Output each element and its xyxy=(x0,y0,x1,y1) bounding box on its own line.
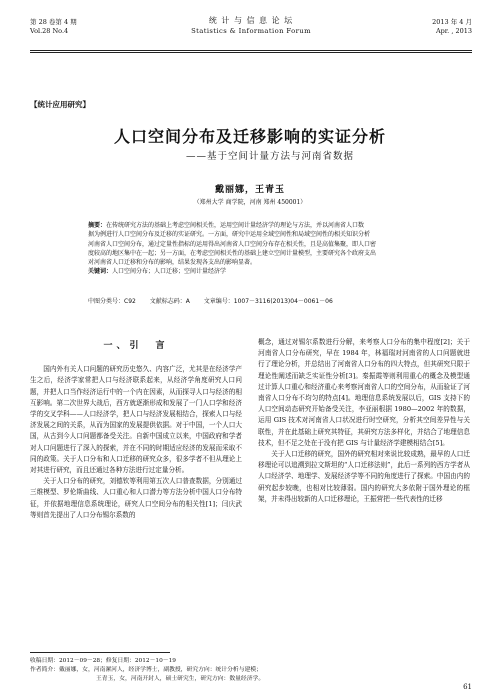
issue-date-cn: 2013 年 4 月 xyxy=(432,18,472,26)
volume-en: Vol.28 No.4 xyxy=(30,26,69,35)
received-date: 收稿日期：2012－09－28；修复日期：2012－10－19 xyxy=(30,658,176,664)
abstract xyxy=(88,221,428,277)
page-number: 61 xyxy=(463,683,472,691)
body-column-left xyxy=(30,337,242,521)
abstract-line-1: 摘要：在传统研究方法的基础上考虑空间相关性，运用空间计量经济学的理论与方法，并以河南省人口数 xyxy=(88,222,365,229)
paragraph: 概念，通过对锡尔系数进行分解，来考察人口分布的集中程度[2]；关于河南省人口分布研究，早在 1984 年，林福瑞对河南省的人口问题就进行了理论分析，并总结出了河南省人口分布的四大特点，但其研究只限于理论性阐述而缺乏实证性分析[3]。秦振霞等则利用重心的概念及模型通过计算人口重心和经济重心来考察河南省人口的空间分布，从而验证了河南省人口分布不均匀的特点[4]。地理信息系统发展以后，GIS 支持下的人口空间动态研究开始备受关注，李亚丽根据 1980—2002 年的数据，运用 GIS 技术对河南省人口状况进行时空研究，分析其空间差异性与关联性，并在此基础上研究其特征，其研究方法多样化，并结合了地理信息技术，但不足之处在于没有把 GIS 与计量经济学建模相结合[5]。 xyxy=(258,338,470,447)
classification-row xyxy=(88,296,345,305)
paragraph: 关于人口分布的研究，刘德钦等利用第五次人口普查数据，分别通过三维模型、罗伦斯曲线、人口重心和人口潜力等方法分析中国人口分布特征，并依据地理信息系统理论，研究人口空间分布的相关性[1]；闫庆武等则首先提出了人口分布锡尔系数的 xyxy=(30,477,242,519)
section-heading-intro: 一、引 言 xyxy=(103,341,169,351)
article-subtitle: ——基于空间计量方法与河南省数据 xyxy=(185,151,354,162)
affiliation: （郑州大学 商学院，河南 郑州 450001） xyxy=(193,199,307,206)
author-bio-2: 王青玉，女，河南开封人，硕士研究生，研究方向：数量经济学。 xyxy=(96,676,265,682)
author-bio-1: 作者简介：戴丽娜，女，河南漯河人，经济学博士，副教授，研究方向：统计分析与建模； xyxy=(30,667,262,673)
section-tag: 【统计应用研究】 xyxy=(30,100,90,109)
paragraph: 国内外有关人口问题的研究历史悠久、内容广泛，尤其是在经济学产生之后，经济学家常把人口与经济联系起来，从经济学角度研究人口问题，并把人口当作经济运行中的一个内在因素，从而探寻人口与经济的相互影响。第二次世界大战后，西方就逐渐形成和发展了一门人口学和经济学的交叉学科——人口经济学，把人口与经济发展相结合，探索人口与经济发展之间的关系，从而为国家的发展提供依据。对于中国，一个人口大国，从古到今人口问题都备受关注。自新中国成立以来，中国政府和学者对人口问题进行了深入的探索，并在不同的时期适应经济的发展而采取不同的政策。关于人口分布和人口迁移的研究众多，很多学者不但从理论上对其进行研究，而且还通过各种方法进行过定量分析。 xyxy=(30,365,242,475)
document-code: 文献标志码：A xyxy=(149,298,190,305)
article-number: 文章编号：1007－3116(2013)04－0061－06 xyxy=(203,298,333,305)
abstract-label: 摘要： xyxy=(88,222,107,229)
volume-cn: 第 28 卷第 4 期 xyxy=(30,18,77,26)
paragraph: 关于人口迁移的研究，国外的研究相对来说比较成熟，最早的人口迁移理论可以追溯到拉文斯坦的“人口迁移法则”，此后一系列的西方学者从人口经济学、地理学、发展经济学等不同的角度进行了探索。中国由内的研究起步较晚，也相对比较薄弱。国内的研究大多依附于国外理论的框架，并未得出较新的人口迁移理论，王振营把一些代表性的迁移 xyxy=(258,450,470,503)
journal-name-en: Statistics & Information Forum xyxy=(191,27,311,35)
header-rule-bottom xyxy=(30,52,472,53)
running-header xyxy=(30,13,472,47)
abstract-line-4: 度较高的地区集中在一起；另一方面，在考虑空间相关性的基础上建立空间计量模型，主要研究各个政府支出 xyxy=(88,249,377,257)
keywords-text: 人口空间分布；人口迁移；空间计量经济学 xyxy=(112,268,227,276)
footnote-rule xyxy=(30,652,170,653)
keywords-label: 关键词： xyxy=(88,268,113,276)
journal-name-cn: 统 计 与 信 息 论 坛 xyxy=(208,16,294,25)
journal-name xyxy=(30,16,472,36)
authors: 戴丽娜，王青玉 xyxy=(214,185,285,195)
abstract-line-5: 对河南省人口迁移和分布的影响，结果发现各支出的影响显著。 xyxy=(88,259,257,267)
article-title: 人口空间分布及迁移影响的实证分析 xyxy=(113,127,386,146)
abstract-line-3: 河南省人口空间分布，通过定量性指标的运用得出河南省人口空间分布存在相关性，且是高值集聚，即人口密 xyxy=(88,240,377,248)
issue-date-en: Apr. , 2013 xyxy=(435,26,472,35)
keywords xyxy=(88,267,428,276)
clc-number: 中图分类号：C92 xyxy=(88,298,136,305)
footnotes xyxy=(30,657,472,684)
issue-date xyxy=(432,18,472,35)
body-column-right xyxy=(258,337,470,505)
abstract-line-2: 据为例进行人口空间分布及迁移的实证研究。一方面，研究中运用全域空间性和局域空间性的相关知识分析 xyxy=(88,231,371,239)
header-rule-top xyxy=(30,50,472,51)
